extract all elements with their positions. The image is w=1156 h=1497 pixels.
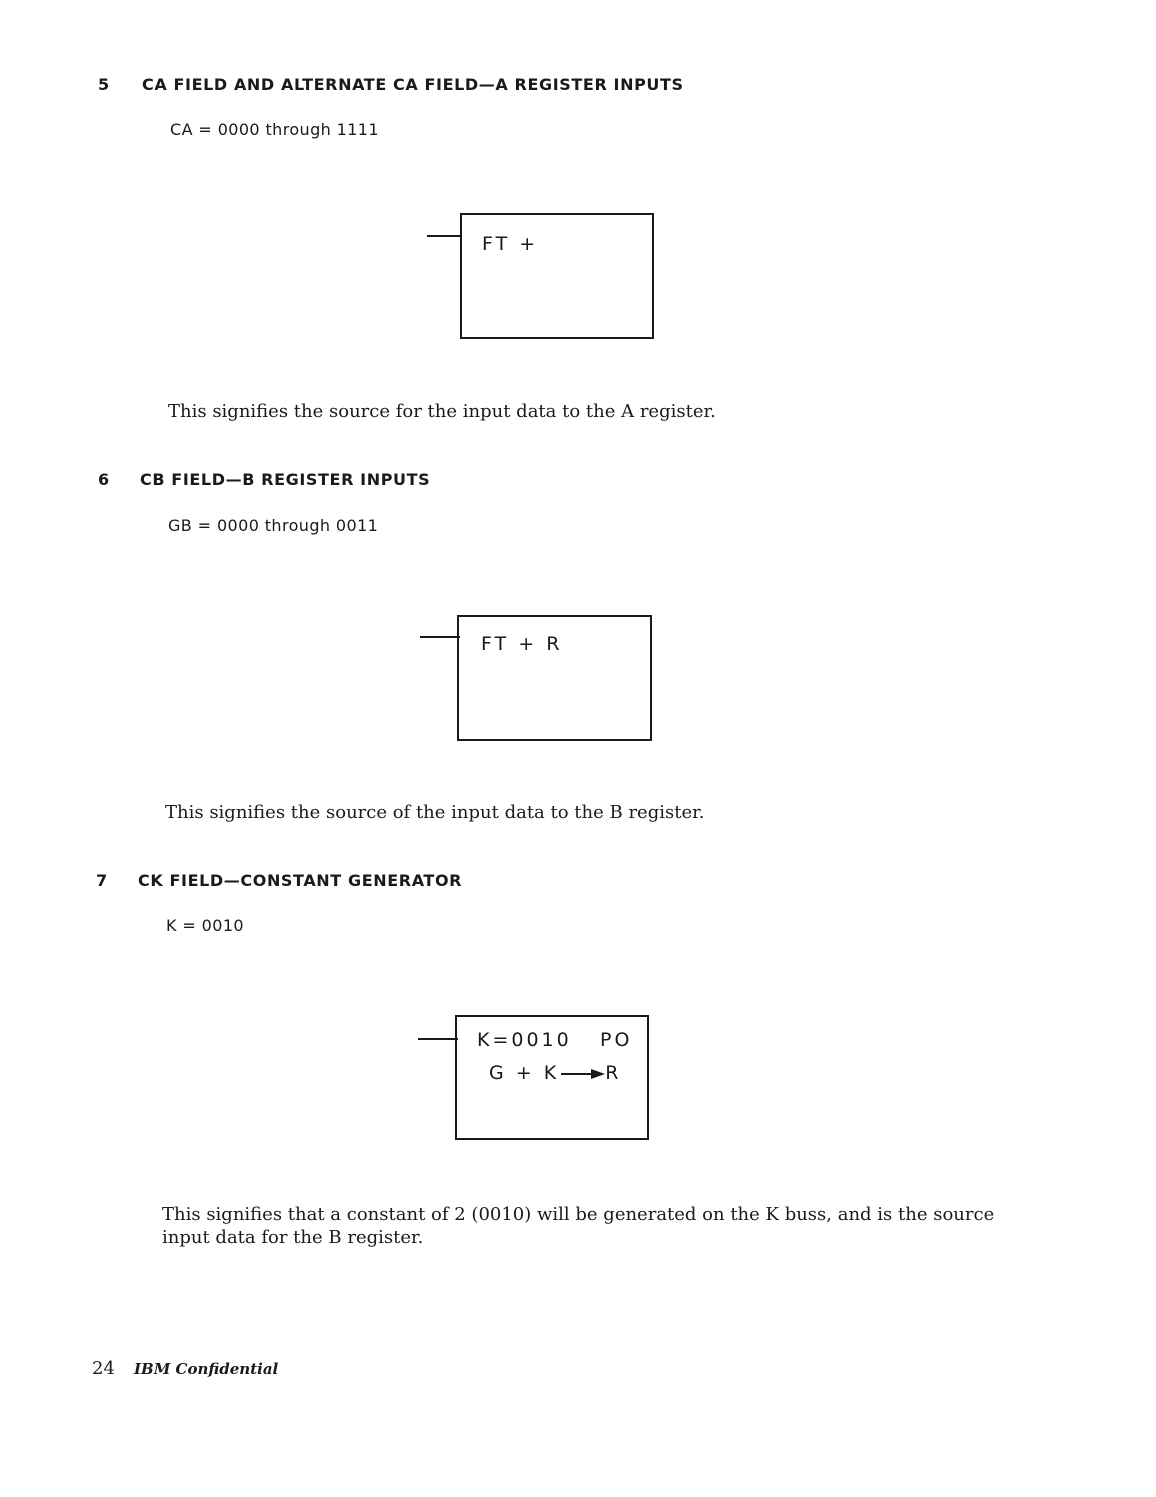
section-description: This signifies the source of the input data to the B register. — [165, 802, 705, 823]
box-text: FT + R — [481, 633, 563, 655]
box-text-constant: K=0010 — [477, 1029, 572, 1051]
microinstruction-box — [457, 615, 652, 741]
microinstruction-box — [460, 213, 654, 339]
section-description-line-1: This signifies that a constant of 2 (0010) will be generated on the K buss, and is the source — [162, 1204, 995, 1225]
section-number: 6 — [98, 470, 110, 489]
section-number: 5 — [98, 75, 110, 94]
input-line — [420, 636, 460, 638]
box-text: FT + — [482, 233, 539, 255]
input-line — [418, 1038, 458, 1040]
section-title: CK FIELD—CONSTANT GENERATOR — [138, 871, 463, 890]
section-description-line-2: input data for the B register. — [162, 1227, 424, 1248]
box-text-target: R — [605, 1062, 622, 1084]
field-range: CA = 0000 through 1111 — [170, 120, 379, 139]
section-title: CA FIELD AND ALTERNATE CA FIELD—A REGISTER INPUTS — [142, 75, 684, 94]
arrow-right-icon — [561, 1068, 605, 1080]
section-number: 7 — [96, 871, 108, 890]
box-text-operation — [489, 1062, 621, 1084]
microinstruction-box — [455, 1015, 649, 1140]
field-value: K = 0010 — [166, 916, 244, 935]
field-range: GB = 0000 through 0011 — [168, 516, 379, 535]
section-title: CB FIELD—B REGISTER INPUTS — [140, 470, 431, 489]
box-text-operands: G + K — [489, 1062, 560, 1084]
page-number: 24 — [92, 1358, 115, 1379]
confidential-label: IBM Confidential — [134, 1360, 279, 1378]
box-text-po: PO — [600, 1029, 633, 1051]
input-line — [427, 235, 462, 237]
section-description: This signifies the source for the input data to the A register. — [168, 401, 716, 422]
